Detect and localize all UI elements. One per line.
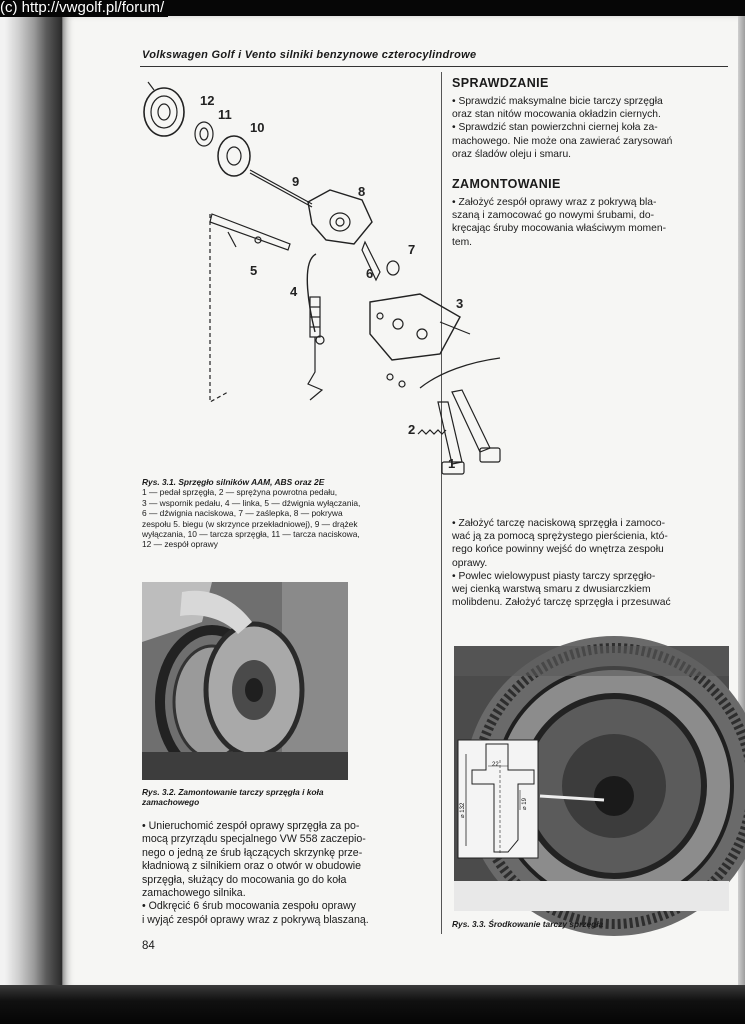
callout-8: 8	[358, 184, 366, 199]
text-line: • Unieruchomić zespół oprawy sprzęgła za po-	[142, 820, 360, 832]
text-line: szaną i zamocować go nowymi śrubami, do-	[452, 210, 655, 222]
text-line: zamachowego silnika.	[142, 887, 246, 900]
figure2-caption-line2: zamachowego	[142, 797, 200, 808]
text-line: tem.	[452, 236, 473, 248]
page-number: 84	[142, 940, 155, 952]
header-rule	[140, 66, 728, 67]
callout-4: 4	[290, 284, 298, 299]
book-spine-shadow	[0, 16, 62, 1024]
text-line: mocą przyrządu specjalnego VW 558 zaczepio-	[142, 833, 366, 846]
running-header: Volkswagen Golf i Vento silniki benzynowe czterocylindrowe	[142, 49, 477, 61]
caption-line: 12 — zespół oprawy	[142, 539, 218, 550]
text-line: rego końce powinny wejść do wnętrza zespołu	[452, 544, 664, 556]
callout-2: 2	[408, 422, 416, 437]
caption-line: 1 — pedał sprzęgła, 2 — sprężyna powrotna pedału,	[142, 487, 338, 498]
dim-label: 22	[492, 762, 499, 768]
text-line: oprawy.	[452, 557, 488, 569]
caption-line: zespołu 5. biegu (w skrzynce przekładniowej), 9 — drążek	[142, 518, 358, 529]
callout-9: 9	[292, 174, 300, 189]
text-line: • Sprawdzić stan powierzchni ciernej koła za-	[452, 122, 658, 134]
text-line: i wyjąć zespół oprawy wraz z pokrywą blaszaną.	[142, 913, 369, 926]
callout-12: 12	[200, 93, 215, 108]
text-line: • Odkręcić 6 śrub mocowania zespołu oprawy	[142, 900, 356, 913]
centering-tool-inset	[458, 740, 538, 858]
text-line: kręcając śruby mocowania właściwym momen-	[452, 223, 667, 235]
figure2-caption-line1: Rys. 3.2. Zamontowanie tarczy sprzęgła i koła	[142, 787, 324, 797]
section-title-zamontowanie: ZAMONTOWANIE	[452, 177, 561, 191]
text-line: • Założyć zespół oprawy wraz z pokrywą bla-	[452, 197, 657, 208]
bottom-scan-border	[0, 985, 745, 1024]
right-body-text	[452, 517, 732, 609]
text-line: machowego. Nie może ona zawierać zarysowań	[452, 135, 673, 147]
text-line: • Sprawdzić maksymalne bicie tarczy sprzęgła	[452, 96, 663, 107]
figure1-caption-title: Rys. 3.1. Sprzęgło silników AAM, ABS oraz 2E	[142, 477, 325, 487]
text-line: wać ją za pomocą sprężystego pierścienia, któ-	[452, 531, 668, 543]
section-title-sprawdzanie: SPRAWDZANIE	[452, 76, 549, 90]
text-line: nego o jedną ze śrub łączących skrzynkę prze-	[142, 846, 363, 859]
figure3-caption-title: Rys. 3.3. Środkowanie tarczy sprzęgła	[452, 919, 604, 929]
caption-line: wyłączania, 10 — tarcza sprzęgła, 11 — tarcza naciskowa,	[142, 529, 360, 540]
caption-line: 6 — dźwignia naciskowa, 7 — zaślepka, 8 — pokrywa	[142, 508, 343, 519]
text-line: wej cienką warstwą smaru z dwusiarczkiem	[452, 584, 651, 596]
figure3-caption	[452, 919, 732, 929]
text-line: • Powlec wielowypust piasty tarczy sprzęgło-	[452, 570, 656, 582]
dim-label: ⌀ 132	[460, 802, 466, 818]
figure2-caption	[142, 787, 432, 808]
callout-5: 5	[250, 263, 258, 278]
clutch-centering-photo	[454, 646, 729, 911]
callout-10: 10	[250, 120, 265, 135]
caption-line: 3 — wspornik pedału, 4 — linka, 5 — dźwignia wyłączania,	[142, 497, 361, 508]
callout-7: 7	[408, 242, 416, 257]
text-line: sprzęgła, służący do mocowania go do koła	[142, 873, 347, 886]
clutch-installation-photo	[142, 582, 348, 780]
text-line: oraz stan nitów mocowania okładzin ciernych.	[452, 109, 661, 121]
callout-11: 11	[218, 107, 232, 122]
callout-6: 6	[366, 266, 374, 281]
callout-1: 1	[448, 456, 456, 471]
text-line: molibdenu. Założyć tarczę sprzęgła i przesuwać	[452, 597, 671, 609]
dim-label: ⌀ 19	[522, 798, 528, 810]
column-divider	[441, 72, 442, 934]
watermark-url: (c) http://vwgolf.pl/forum/	[0, 0, 168, 17]
zamontowanie-text	[452, 196, 732, 249]
left-body-text	[142, 820, 432, 927]
figure1-caption	[142, 477, 432, 550]
text-line: kładniową z silnikiem oraz o otwór w obudowie	[142, 860, 362, 873]
callout-3: 3	[456, 296, 464, 311]
sprawdzanie-text	[452, 95, 732, 161]
text-line: oraz śladów oleju i smaru.	[452, 148, 572, 160]
text-line: • Założyć tarczę naciskową sprzęgła i zamoco-	[452, 518, 666, 529]
